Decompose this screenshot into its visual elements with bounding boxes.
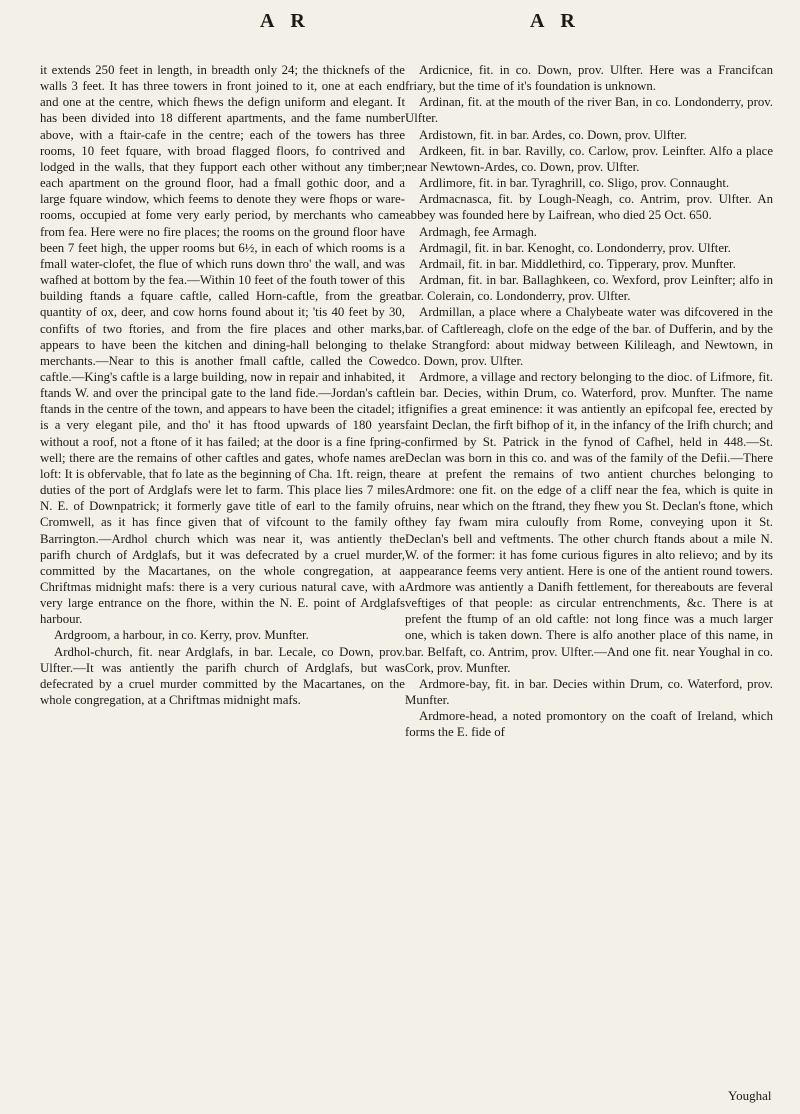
running-head-left: A R <box>260 10 311 32</box>
entry-ardmore-bay: Ardmore-bay, fit. in bar. Decies within Drum, co. Waterford, prov. Munfter. <box>405 676 773 708</box>
entry-ardinan: Ardinan, fit. at the mouth of the river Ban, in co. Londonderry, prov. Ulfter. <box>405 95 773 126</box>
entry-ardmore-head: Ardmore-head, a noted promontory on the coaft of Ireland, which forms the E. fide of <box>405 709 773 740</box>
entry-ardmagil: Ardmagil, fit. in bar. Kenoght, co. Londonderry, prov. Ulfter. <box>419 240 731 255</box>
entry-ardicnice: Ardicnice, fit. in co. Down, prov. Ulfter. Here was a Francifcan friary, but the time of it's foundation is unknown. <box>405 63 773 94</box>
catchword: Youghal <box>728 1088 772 1103</box>
entry-ardhol-church: Ardhol-church, fit. near Ardglafs, in bar. Lecale, co Down, prov. Ulfter.—It was antiently the parifh church of Ardglafs, but was defecrated by a cruel murder committed by the Macartanes, on the whole congregation, at a Chriftmas midnight mafs. <box>40 644 405 708</box>
running-head-right: A R <box>530 10 581 32</box>
entry-ardmillan: Ardmillan, a place where a Chalybeate water was difcovered in the bar. of Caftlereagh, clofe on the edge of the bar. of Dufferin, and by the lake Strangford: about midway between Kilileagh, and Newtown, in co. Down, prov. Ulfter. <box>405 305 773 368</box>
right-column <box>405 62 773 741</box>
entry-ardman: Ardman, fit. in bar. Ballaghkeen, co. Wexford, prov Leinfter; alfo in bar. Colerain, co. Londonderry, prov. Ulfter. <box>405 273 773 304</box>
left-column <box>40 62 405 708</box>
entry-ardlimore: Ardlimore, fit. in bar. Tyraghrill, co. Sligo, prov. Connaught. <box>419 176 730 191</box>
entry-ardmacnasca: Ardmacnasca, fit. by Lough-Neagh, co. Antrim, prov. Ulfter. An abbey was founded here by Laifrean, who died 25 Oct. 650. <box>405 192 773 223</box>
entry-ardmore: Ardmore, a village and rectory belonging to the dioc. of Lifmore, fit. in bar. Decies, within Drum, co. Waterford, prov. Munfter. The name fignifies a great eminence: it was antiently an epifcopal fee, erected by faint Declan, the firft bifhop of it, in the infancy of the Irifh church; and confirmed by St. Patrick in the fynod of Cafhel, held in 448.—St. Declan was born in this co. and was of the family of the Defii.—There are at prefent the remains of two antient churches belonging to Ardmore: one fit. on the edge of a cliff near the fea, which is quite in ruins, near which on the ftrand, they fhew you St. Declan's ftone, which they fay fwam mira culoufly from Rome, conveying upon it St. Declan's bell and veftments. The other church ftands about a mile N. W. of the former: it has fome curious figures in alto relievo; and by its appearance feems very antient. Here is one of the antient round towers. Ardmore was antiently a Danifh fettlement, for thereabouts are feveral veftiges of that people: as circular entrenchments, &c. There is at prefent the ftump of an old caftle: not long fince was a much larger one, which is taken down. There is alfo another place of this name, in bar. Belfaft, co. Antrim, prov. Ulfter.—And one fit. near Youghal in co. Cork, prov. Munfter. <box>405 369 773 675</box>
entry-ardmail: Ardmail, fit. in bar. Middlethird, co. Tipperary, prov. Munfter. <box>419 256 736 271</box>
entry-ardgroom: Ardgroom, a harbour, in co. Kerry, prov. Munfter. <box>54 628 309 643</box>
entry-ardkeen: Ardkeen, fit. in bar. Ravilly, co. Carlow, prov. Leinfter. Alfo a place near Newtown-Ardes, co. Down, prov. Ulfter. <box>405 143 773 174</box>
entry-ardmagh: Ardmagh, fee Armagh. <box>419 224 537 239</box>
entry-continuation: it extends 250 feet in length, in breadth only 24; the thicknefs of the walls 3 feet. It has three towers in front joined to it, one at each end and one at the centre, which fhews the defign uniform and elegant. It has been divided into 18 different apartments, and the fame number above, with a ftair-cafe in the centre; each of the towers has three rooms, 10 feet fquare, with broad flagged floors, fo contrived and lodged in the walls, that they fupport each other without any timber; each apartment on the ground floor, had a fmall gothic door, and a large fquare window, which feems to denote they were fhops or ware-rooms, occupied at fome very early period, by merchants who came from fea. Here were no fire places; the rooms on the ground floor have been 7 feet high, the upper rooms but 6½, in each of which rooms is a fmall water-clofet, the flue of which runs down thro' the wall, and was wafhed at bottom by the fea.—Within 10 feet of the fouth tower of this building ftands a fquare caftle, called Horn-caftle, from the great quantity of ox, deer, and cow horns found about it; 'tis 40 feet by 30, confifts of two ftories, and from the fire places and other marks, appears to have been the kitchen and dining-hall belonging to the merchants.—Near to this is another fmall caftle, called the Cowed caftle.—King's caftle is a large building, now in repair and inhabited, it ftands W. and over the principal gate to the land fide.—Jordan's caftle ftands in the centre of the town, and appears to have been the citadel; it is a very elegant pile, and tho' it has ftood upwards of 180 years without a roof, not a ftone of it has failed; at the door is a fine fpring-well; there are the remains of other caftles and gates, whofe names are loft: It is obfervable, that fo late as the beginning of Cha. 1ft. reign, the duties of the port of Ardglafs were let to farm. This place lies 7 miles N. E. of Downpatrick; it formerly gave title of earl to the family of Cromwell, as it has fince given that of vifcount to the family of Barrington.—Ardhol church which was near it, was antiently the parifh church of Ardglafs, but it was defecrated by a cruel murder, committed by the Macartanes, on the whole congregation, at a Chriftmas midnight mafs: there is a very curious natural cave, with a very large entrance on the fhore, within the N. E. point of Ardglafs harbour. <box>40 63 405 627</box>
entry-ardistown: Ardistown, fit. in bar. Ardes, co. Down, prov. Ulfter. <box>419 127 687 142</box>
page-header <box>0 8 800 44</box>
